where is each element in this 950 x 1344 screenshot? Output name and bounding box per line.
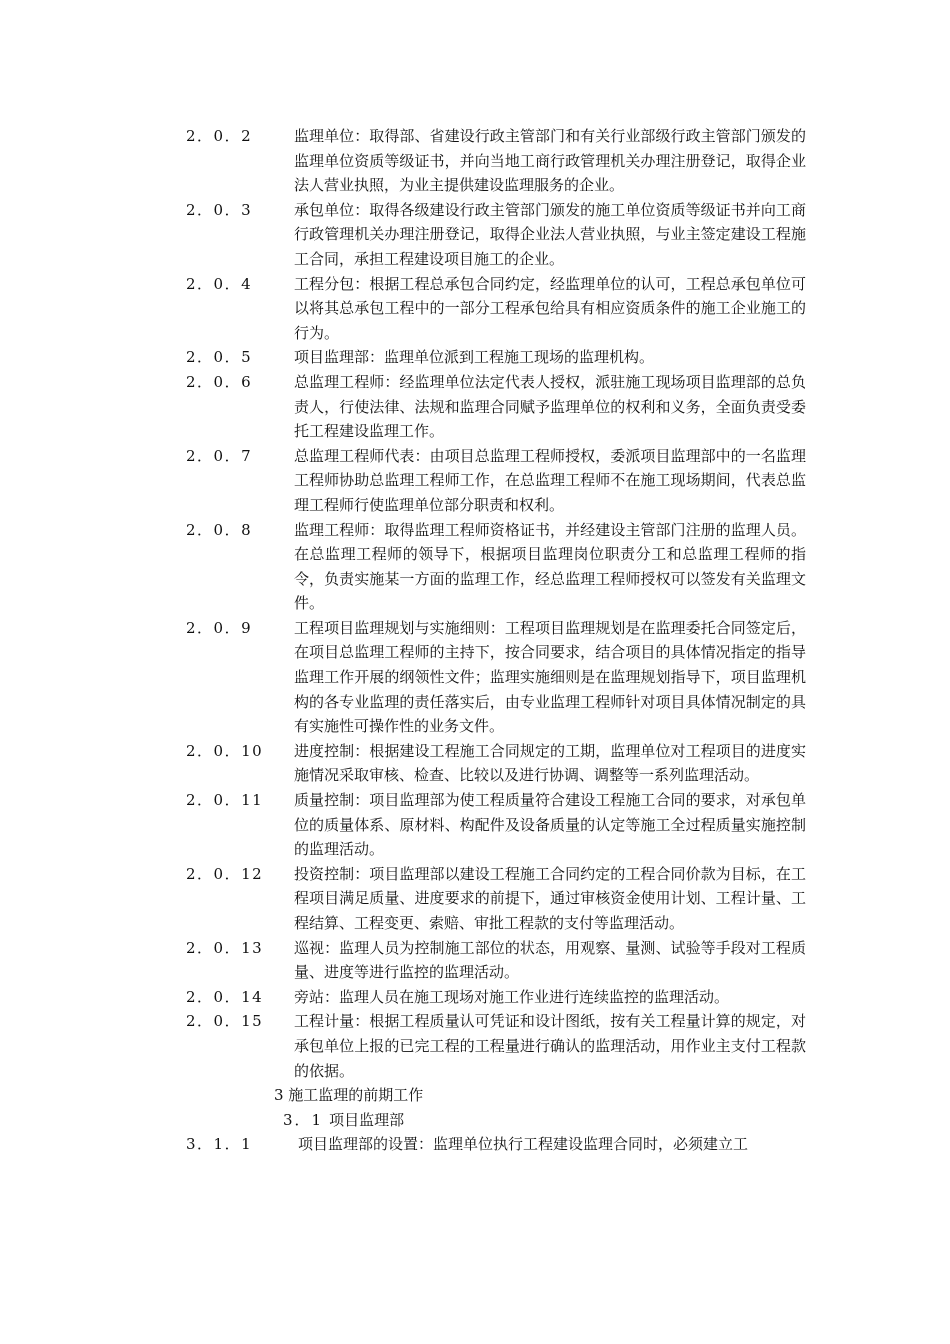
clause-number: 2．0．13 [186, 938, 264, 957]
clause-2-0-15 [186, 1009, 806, 1083]
clause-text: 总监理工程师：经监理单位法定代表人授权，派驻施工现场项目监理部的总负责人，行使法律、法规和监理合同赋予监理单位的权利和义务，全面负责受委托工程建设监理工作。 [294, 372, 806, 441]
clause-2-0-10 [186, 739, 806, 788]
subsection-heading [186, 1108, 806, 1133]
clause-number: 2．0．8 [186, 520, 253, 539]
document-body [186, 124, 806, 1157]
clause-text: 旁站：监理人员在施工现场对施工作业进行连续监控的监理活动。 [294, 987, 730, 1006]
clause-number: 2．0．3 [186, 200, 253, 219]
clause-number: 2．0．15 [186, 1012, 264, 1031]
clause-2-0-5 [186, 345, 806, 370]
clause-number: 2．0．2 [186, 127, 253, 145]
clause-text: 投资控制：项目监理部以建设工程施工合同约定的工程合同价款为目标，在工程项目满足质量、进度要求的前提下，通过审核资金使用计划、工程计量、工程结算、工程变更、索赔、审批工程款的支付等监理活动。 [294, 864, 806, 932]
clause-text: 总监理工程师代表：由项目总监理工程师授权，委派项目监理部中的一名监理工程师协助总监理工程师工作，在总监理工程师不在施工现场期间，代表总监理工程师行使监理单位部分职责和权利。 [294, 446, 806, 514]
clause-number: 2．0．6 [186, 372, 253, 391]
clause-2-0-12 [186, 862, 806, 936]
clause-2-0-6 [186, 370, 806, 444]
clause-number: 3．1．1 [186, 1135, 253, 1154]
clause-text: 质量控制：项目监理部为使工程质量符合建设工程施工合同的要求，对承包单位的质量体系、原材料、构配件及设备质量的认定等施工全过程质量实施控制的监理活动。 [294, 791, 806, 859]
clause-number: 2．0．11 [186, 791, 264, 810]
clause-text: 巡视：监理人员为控制施工部位的状态，用观察、量测、试验等手段对工程质量、进度等进行监控的监理活动。 [294, 938, 806, 982]
clause-2-0-14 [186, 985, 806, 1010]
clause-text: 监理单位：取得部、省建设行政主管部门和有关行业部级行政主管部门颁发的监理单位资质等级证书，并向当地工商行政管理机关办理注册登记，取得企业法人营业执照，为业主提供建设监理服务的企业。 [294, 127, 806, 195]
clause-text: 承包单位：取得各级建设行政主管部门颁发的施工单位资质等级证书并向工商行政管理机关办理注册登记，取得企业法人营业执照，与业主签定建设工程施工合同，承担工程建设项目施工的企业。 [294, 200, 806, 268]
clause-number: 2．0．5 [186, 348, 253, 367]
clause-number: 2．0．10 [186, 741, 264, 760]
clause-text: 项目监理部的设置：监理单位执行工程建设监理合同时，必须建立工 [298, 1135, 749, 1154]
clause-number: 2．0．12 [186, 864, 264, 883]
clause-number: 2．0．9 [186, 618, 253, 637]
clause-number: 2．0．7 [186, 446, 253, 465]
clause-text: 工程项目监理规划与实施细则：工程项目监理规划是在监理委托合同签定后，在项目总监理工程师的主持下，按合同要求，结合项目的具体情况指定的指导监理工作开展的纲领性文件；监理实施细则是在监理规划指导下，项目监理机构的各专业监理的责任落实后，由专业监理工程师针对项目具体情况制定的具有实施性可操作性的业务文件。 [294, 618, 806, 736]
subsection-number: 3．1 [283, 1110, 324, 1129]
clause-2-0-9 [186, 616, 806, 739]
clause-number: 2．0．4 [186, 274, 253, 293]
clause-2-0-7 [186, 444, 806, 518]
clause-2-0-13 [186, 936, 806, 985]
clause-text: 进度控制：根据建设工程施工合同规定的工期，监理单位对工程项目的进度实施情况采取审核、检查、比较以及进行协调、调整等一系列监理活动。 [294, 741, 806, 785]
clause-2-0-2 [186, 124, 806, 198]
subsection-title: 项目监理部 [329, 1110, 405, 1129]
clause-text: 监理工程师：取得监理工程师资格证书，并经建设主管部门注册的监理人员。在总监理工程师的领导下，根据项目监理岗位职责分工和总监理工程师的指令，负责实施某一方面的监理工作，经总监理工程师授权可以签发有关监理文件。 [294, 520, 806, 613]
clause-text: 工程计量：根据工程质量认可凭证和设计图纸，按有关工程量计算的规定，对承包单位上报的已完工程的工程量进行确认的监理活动，用作业主支付工程款的依据。 [294, 1012, 806, 1080]
clause-2-0-8 [186, 518, 806, 616]
clause-3-1-1 [186, 1132, 806, 1157]
section-heading: 3 施工监理的前期工作 [274, 1086, 424, 1105]
clause-number: 2．0．14 [186, 987, 264, 1006]
clause-2-0-4 [186, 272, 806, 346]
clause-text: 项目监理部：监理单位派到工程施工现场的监理机构。 [294, 348, 655, 367]
clause-2-0-11 [186, 788, 806, 862]
clause-text: 工程分包：根据工程总承包合同约定，经监理单位的认可，工程总承包单位可以将其总承包工程中的一部分工程承包给具有相应资质条件的施工企业施工的行为。 [294, 274, 806, 342]
clause-2-0-3 [186, 198, 806, 272]
